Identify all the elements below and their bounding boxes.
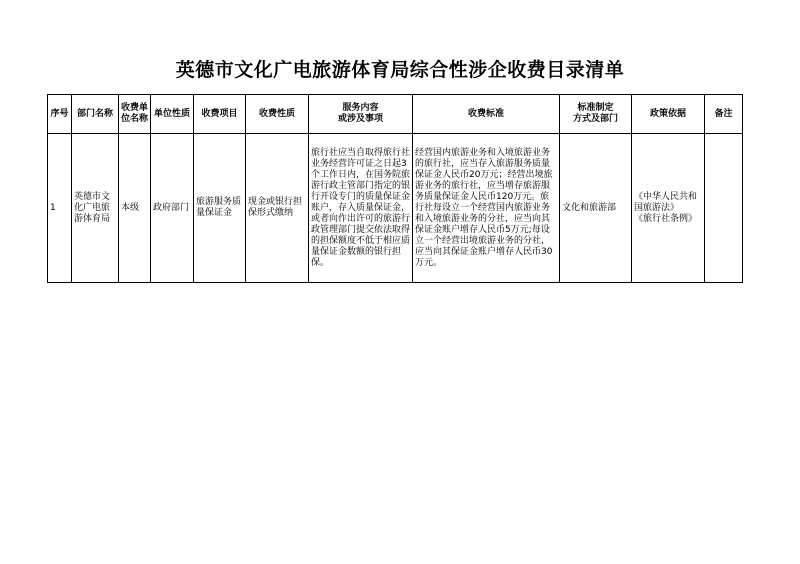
cell-department: 英德市文化广电旅游体育局 — [72, 134, 119, 283]
cell-unit-nature: 政府部门 — [151, 134, 194, 283]
cell-service-content: 旅行社应当自取得旅行社业务经营许可证之日起3个工作日内，在国务院旅游行政主管部门指定的银行开设专门的质量保证金账户，存入质量保证金，或者向作出许可的旅游行政管理部门提交依法取得的担保额度不低于相应质量保证金数额的银行担保。 — [309, 134, 413, 283]
cell-remark — [705, 134, 743, 283]
header-remark: 备注 — [705, 95, 743, 134]
header-fee-unit: 收费单 位名称 — [119, 95, 151, 134]
cell-fee-standard: 经营国内旅游业务和入境旅游业务的旅行社，应当存入旅游服务质量保证金人民币20万元；经营出境旅游业务的旅行社，应当增存旅游服务质量保证金人民币120万元。旅行社每设立一个经营国内旅游业务和入境旅游业务的分社，应当向其保证金账户增存人民币5万元;每设立一个经营出境旅游业务的分社，应当向其保证金账户增存人民币30万元。 — [413, 134, 560, 283]
table-header-row — [48, 95, 743, 134]
cell-fee-nature: 现金或银行担保形式缴纳 — [246, 134, 309, 283]
header-standard-making: 标准制定 方式及部门 — [560, 95, 632, 134]
header-fee-item: 收费项目 — [194, 95, 246, 134]
header-fee-nature: 收费性质 — [246, 95, 309, 134]
header-policy-basis: 政策依据 — [632, 95, 705, 134]
document-title: 英德市文化广电旅游体育局综合性涉企收费目录清单 — [175, 59, 625, 81]
header-index: 序号 — [48, 95, 72, 134]
cell-fee-item: 旅游服务质量保证金 — [194, 134, 246, 283]
cell-standard-making: 文化和旅游部 — [560, 134, 632, 283]
fee-catalog-table — [47, 94, 743, 283]
table-row — [48, 134, 743, 283]
cell-index: 1 — [48, 134, 72, 283]
cell-policy-basis: 《中华人民共和国旅游法》 《旅行社条例》 — [632, 134, 705, 283]
header-service-content: 服务内容 或涉及事项 — [309, 95, 413, 134]
cell-fee-unit: 本级 — [119, 134, 151, 283]
header-unit-nature: 单位性质 — [151, 95, 194, 134]
header-department: 部门名称 — [72, 95, 119, 134]
header-fee-standard: 收费标准 — [413, 95, 560, 134]
